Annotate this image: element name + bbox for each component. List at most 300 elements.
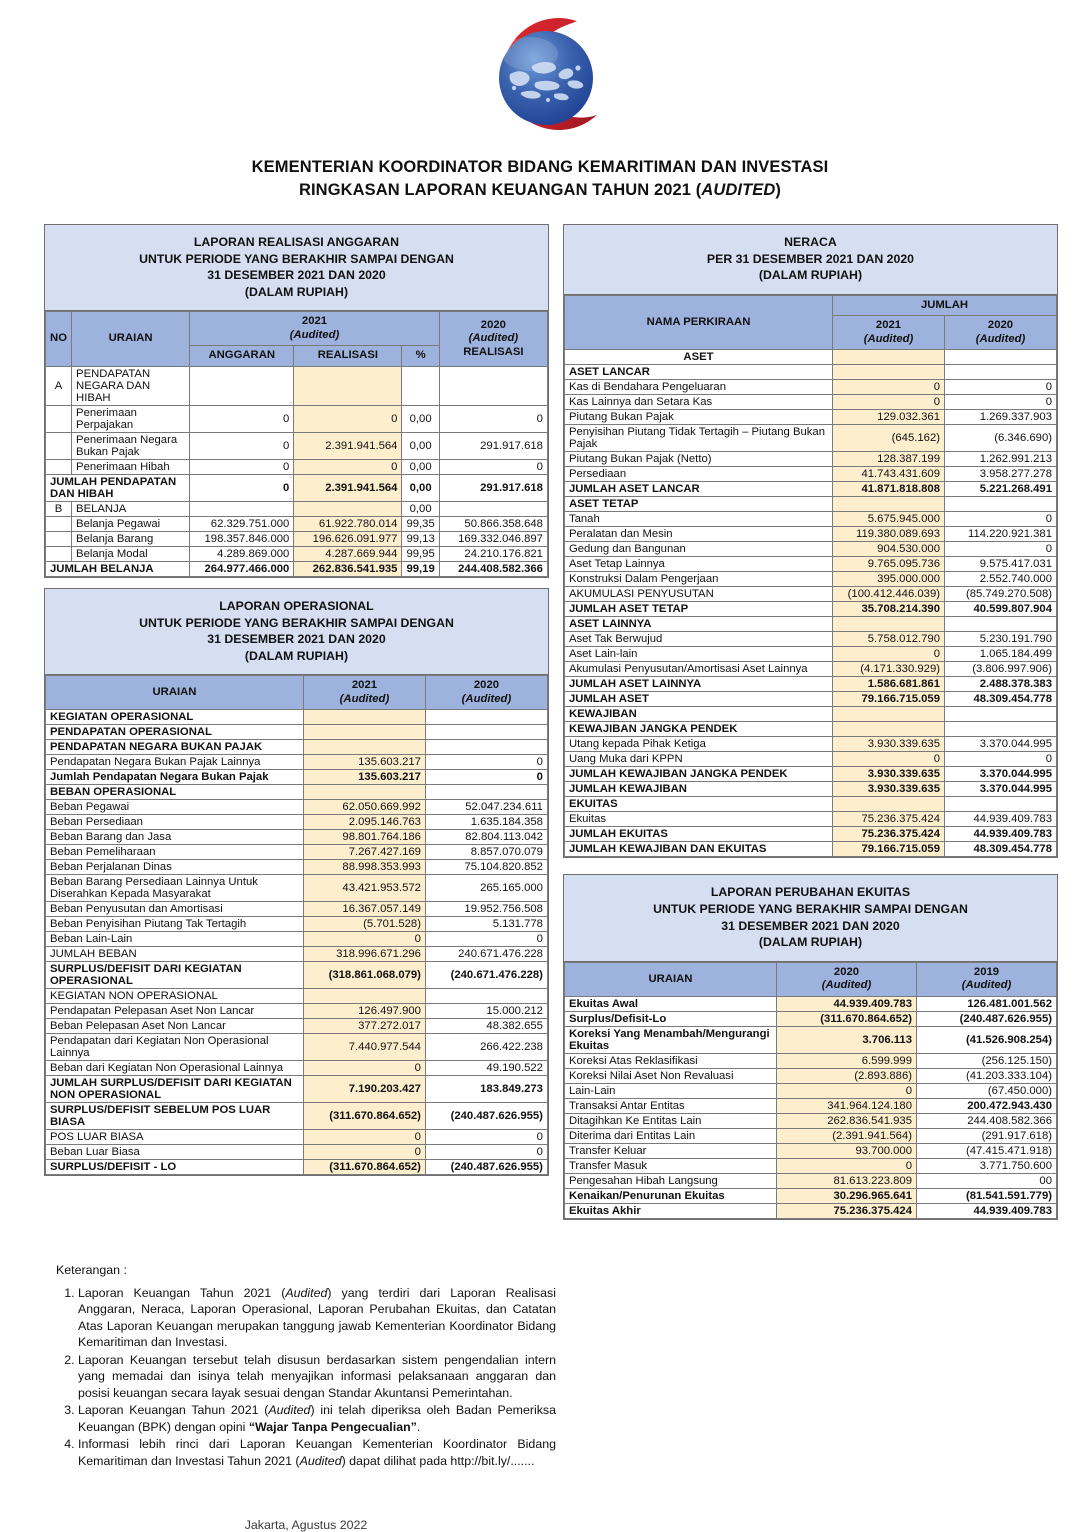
- row-label: Koreksi Yang Menambah/Mengurangi Ekuitas: [564, 1026, 776, 1053]
- table-row: [564, 1011, 1056, 1026]
- table-row: [564, 572, 1056, 587]
- row-value-col2: 48.309.454.778: [945, 692, 1057, 707]
- table-row: [564, 1143, 1056, 1158]
- row-value-col1: 3.706.113: [777, 1026, 917, 1053]
- row-label: SURPLUS/DEFISIT - LO: [46, 1160, 304, 1175]
- row-label: ASET: [564, 350, 832, 365]
- table-row: [564, 365, 1056, 380]
- row-value-prev: 291.917.618: [439, 475, 547, 502]
- row-value-col1: (311.670.864.652): [303, 1160, 425, 1175]
- row-label: PENDAPATAN NEGARA BUKAN PAJAK: [46, 740, 304, 755]
- row-value-col2: [425, 710, 547, 725]
- row-value-pct: 0,00: [402, 502, 439, 517]
- list-item: 2. Laporan Keuangan tersebut telah disusun berdasarkan sistem pengendalian intern yang memadai dan isinya telah menyajikan informasi pelaksanaan anggaran dan posisi keuangan secara layak sesuai dengan Standar Akuntansi Pemerintahan.: [78, 1352, 556, 1402]
- row-value-anggaran: 4.289.869.000: [190, 547, 294, 562]
- row-value-col2: 1.269.337.903: [945, 410, 1057, 425]
- row-value-col2: 1.635.184.358: [425, 815, 547, 830]
- lra-body: [46, 367, 548, 577]
- row-label: Koreksi Nilai Aset Non Revaluasi: [564, 1068, 776, 1083]
- row-label: JUMLAH ASET: [564, 692, 832, 707]
- row-label: Beban Pemeliharaan: [46, 845, 304, 860]
- table-row: [564, 395, 1056, 410]
- table-row: [46, 1145, 548, 1160]
- row-label: Peralatan dan Mesin: [564, 527, 832, 542]
- table-row: [564, 1083, 1056, 1098]
- row-value-col2: 5.221.268.491: [945, 482, 1057, 497]
- row-value-col2: (240.671.476.228): [425, 962, 547, 989]
- row-value-col2: 0: [945, 542, 1057, 557]
- row-value-col1: [303, 785, 425, 800]
- notes-title: Keterangan :: [56, 1263, 127, 1277]
- row-label: JUMLAH EKUITAS: [564, 827, 832, 842]
- row-value-anggaran: 0: [190, 406, 294, 433]
- row-value-col2: 0: [945, 512, 1057, 527]
- table-row: [46, 860, 548, 875]
- row-no: [46, 517, 72, 532]
- row-label: Tanah: [564, 512, 832, 527]
- table-row: [564, 707, 1056, 722]
- row-no: [46, 532, 72, 547]
- row-label: Kas Lainnya dan Setara Kas: [564, 395, 832, 410]
- lpe-table: [564, 962, 1057, 1219]
- row-label: EKUITAS: [564, 797, 832, 812]
- row-value-realisasi: 2.391.941.564: [294, 475, 402, 502]
- table-row: [564, 1158, 1056, 1173]
- row-label: AKUMULASI PENYUSUTAN: [564, 587, 832, 602]
- statement-lo: [44, 588, 549, 1176]
- row-value-col2: 49.190.522: [425, 1061, 547, 1076]
- row-label: Beban dari Kegiatan Non Operasional Lainnya: [46, 1061, 304, 1076]
- row-value-col2: [425, 785, 547, 800]
- table-row: [46, 770, 548, 785]
- row-value-col2: 1.065.184.499: [945, 647, 1057, 662]
- row-value-col2: [945, 497, 1057, 512]
- table-row: [46, 475, 548, 502]
- row-value-col2: 3.370.044.995: [945, 767, 1057, 782]
- row-value-col1: [303, 710, 425, 725]
- row-value-col2: [945, 350, 1057, 365]
- row-value-col2: [945, 365, 1057, 380]
- row-label: KEGIATAN NON OPERASIONAL: [46, 989, 304, 1004]
- row-label: Belanja Modal: [72, 547, 190, 562]
- row-label: POS LUAR BIASA: [46, 1130, 304, 1145]
- row-value-col1: 35.708.214.390: [833, 602, 945, 617]
- row-value-col1: 41.871.818.808: [833, 482, 945, 497]
- table-row: [46, 406, 548, 433]
- row-value-col1: 7.267.427.169: [303, 845, 425, 860]
- row-value-col1: [833, 797, 945, 812]
- row-label: BELANJA: [72, 502, 190, 517]
- row-label: Penerimaan Hibah: [72, 460, 190, 475]
- row-label: Transfer Masuk: [564, 1158, 776, 1173]
- row-label: Kas di Bendahara Pengeluaran: [564, 380, 832, 395]
- table-row: [564, 662, 1056, 677]
- row-label: Beban Pegawai: [46, 800, 304, 815]
- row-label: Beban Luar Biasa: [46, 1145, 304, 1160]
- table-row: [564, 557, 1056, 572]
- row-value-prev: 244.408.582.366: [439, 562, 547, 577]
- signature-place-date: Jakarta, Agustus 2022: [244, 1518, 368, 1532]
- row-value-col1: 0: [833, 647, 945, 662]
- table-row: [46, 562, 548, 577]
- row-value-col2: 0: [425, 1145, 547, 1160]
- list-item: 1. Laporan Keuangan Tahun 2021 (Audited) yang terdiri dari Laporan Realisasi Anggaran, Neraca, Laporan Operasional, Laporan Perubahan Ekuitas, dan Catatan Atas Laporan Keuangan merupakan tanggung jawab Kementerian Koordinator Bidang Kemaritiman dan Investasi.: [78, 1285, 556, 1351]
- row-label: Aset Tetap Lainnya: [564, 557, 832, 572]
- row-value-prev: 291.917.618: [439, 433, 547, 460]
- table-row: [46, 845, 548, 860]
- row-label: Konstruksi Dalam Pengerjaan: [564, 572, 832, 587]
- row-value-col2: 00: [917, 1173, 1057, 1188]
- row-value-col1: 7.440.977.544: [303, 1034, 425, 1061]
- row-value-col2: [945, 722, 1057, 737]
- row-value-col2: 3.771.750.600: [917, 1158, 1057, 1173]
- row-value-col1: 79.166.715.059: [833, 692, 945, 707]
- row-value-col2: 244.408.582.366: [917, 1113, 1057, 1128]
- row-label: JUMLAH KEWAJIBAN: [564, 782, 832, 797]
- statements-grid: [44, 224, 1058, 1220]
- row-label: Ditagihkan Ke Entitas Lain: [564, 1113, 776, 1128]
- row-value-col1: 0: [303, 932, 425, 947]
- row-value-col2: 5.131.778: [425, 917, 547, 932]
- row-value-col1: [833, 497, 945, 512]
- table-row: [46, 755, 548, 770]
- row-label: KEWAJIBAN JANGKA PENDEK: [564, 722, 832, 737]
- row-value-col2: 19.952.756.508: [425, 902, 547, 917]
- row-value-col2: 9.575.417.031: [945, 557, 1057, 572]
- row-label: Ekuitas Awal: [564, 996, 776, 1011]
- row-label: Pengesahan Hibah Langsung: [564, 1173, 776, 1188]
- lra-col-no: NO: [46, 312, 72, 367]
- row-value-col2: 44.939.409.783: [945, 812, 1057, 827]
- row-value-col2: 44.939.409.783: [945, 827, 1057, 842]
- row-value-col2: 3.370.044.995: [945, 737, 1057, 752]
- row-label: JUMLAH KEWAJIBAN JANGKA PENDEK: [564, 767, 832, 782]
- row-value-col2: 0: [945, 380, 1057, 395]
- row-value-col1: (318.861.068.079): [303, 962, 425, 989]
- row-label: Pendapatan Negara Bukan Pajak Lainnya: [46, 755, 304, 770]
- row-value-col2: (85.749.270.508): [945, 587, 1057, 602]
- row-value-col2: 183.849.273: [425, 1076, 547, 1103]
- row-value-col1: [833, 722, 945, 737]
- lra-table: [45, 311, 548, 577]
- table-row: [564, 380, 1056, 395]
- row-label: JUMLAH ASET TETAP: [564, 602, 832, 617]
- table-row: [46, 962, 548, 989]
- row-no: B: [46, 502, 72, 517]
- row-value-col1: [303, 725, 425, 740]
- row-value-anggaran: 62.329.751.000: [190, 517, 294, 532]
- row-value-col1: 135.603.217: [303, 770, 425, 785]
- table-row: [564, 1128, 1056, 1143]
- row-value-col2: 0: [945, 395, 1057, 410]
- row-value-col1: 98.801.764.186: [303, 830, 425, 845]
- row-value-col1: 75.236.375.424: [777, 1203, 917, 1218]
- row-value-col1: 30.296.965.641: [777, 1188, 917, 1203]
- row-value-prev: 50.866.358.648: [439, 517, 547, 532]
- lpe-col-2020: 2020 (Audited): [777, 962, 917, 996]
- table-row: [46, 1019, 548, 1034]
- row-no: [46, 433, 72, 460]
- row-value-prev: 0: [439, 406, 547, 433]
- table-row: [564, 617, 1056, 632]
- lpe-col-2019: 2019 (Audited): [917, 962, 1057, 996]
- row-value-col1: 43.421.953.572: [303, 875, 425, 902]
- table-row: [564, 842, 1056, 857]
- row-label: Beban Perjalanan Dinas: [46, 860, 304, 875]
- row-value-col2: (3.806.997.906): [945, 662, 1057, 677]
- row-value-col2: [425, 725, 547, 740]
- table-row: [564, 647, 1056, 662]
- row-value-col1: 0: [777, 1083, 917, 1098]
- page-title: [0, 156, 1080, 202]
- row-label: Uang Muka dari KPPN: [564, 752, 832, 767]
- row-label: Jumlah Pendapatan Negara Bukan Pajak: [46, 770, 304, 785]
- row-value-col1: 318.996.671.296: [303, 947, 425, 962]
- row-label: Utang kepada Pihak Ketiga: [564, 737, 832, 752]
- table-row: [564, 1053, 1056, 1068]
- row-value-col1: [303, 740, 425, 755]
- row-label: SURPLUS/DEFISIT SEBELUM POS LUAR BIASA: [46, 1103, 304, 1130]
- row-value-pct: 99,35: [402, 517, 439, 532]
- row-value-realisasi: [294, 367, 402, 406]
- row-label: Gedung dan Bangunan: [564, 542, 832, 557]
- row-value-col2: 2.488.378.383: [945, 677, 1057, 692]
- lra-heading: LAPORAN REALISASI ANGGARAN UNTUK PERIODE YANG BERAKHIR SAMPAI DENGAN 31 DESEMBER 2021 DAN 2020 (DALAM RUPIAH): [45, 225, 548, 311]
- row-no: [46, 460, 72, 475]
- table-row: [46, 1103, 548, 1130]
- table-row: [564, 782, 1056, 797]
- row-value-col2: [945, 617, 1057, 632]
- row-value-col1: 0: [303, 1130, 425, 1145]
- row-value-col2: (47.415.471.918): [917, 1143, 1057, 1158]
- row-value-realisasi: 4.287.669.944: [294, 547, 402, 562]
- lra-col-2021: 2021 (Audited): [190, 312, 440, 346]
- lra-col-uraian: URAIAN: [72, 312, 190, 367]
- table-row: [46, 517, 548, 532]
- neraca-body: [564, 350, 1056, 857]
- lo-table: [45, 675, 548, 1175]
- row-label: Beban Lain-Lain: [46, 932, 304, 947]
- row-value-col1: (100.412.446.039): [833, 587, 945, 602]
- row-value-pct: 0,00: [402, 433, 439, 460]
- row-value-col1: 395.000.000: [833, 572, 945, 587]
- row-label: Beban Penyusutan dan Amortisasi: [46, 902, 304, 917]
- row-label: JUMLAH BEBAN: [46, 947, 304, 962]
- row-value-col2: (41.203.333.104): [917, 1068, 1057, 1083]
- row-value-col2: 0: [425, 755, 547, 770]
- table-row: [46, 460, 548, 475]
- table-row: [46, 902, 548, 917]
- row-value-prev: [439, 367, 547, 406]
- row-value-col2: 0: [425, 1130, 547, 1145]
- lo-heading: LAPORAN OPERASIONAL UNTUK PERIODE YANG BERAKHIR SAMPAI DENGAN 31 DESEMBER 2021 DAN 2020 (DALAM RUPIAH): [45, 589, 548, 675]
- row-value-col2: [945, 707, 1057, 722]
- row-value-col1: 44.939.409.783: [777, 996, 917, 1011]
- table-row: [564, 722, 1056, 737]
- row-value-pct: 99,95: [402, 547, 439, 562]
- row-value-col1: 0: [303, 1145, 425, 1160]
- row-label: Koreksi Atas Reklasifikasi: [564, 1053, 776, 1068]
- row-value-col1: 7.190.203.427: [303, 1076, 425, 1103]
- row-value-col1: 79.166.715.059: [833, 842, 945, 857]
- row-label: BEBAN OPERASIONAL: [46, 785, 304, 800]
- row-label: SURPLUS/DEFISIT DARI KEGIATAN OPERASIONAL: [46, 962, 304, 989]
- row-label: Piutang Bukan Pajak: [564, 410, 832, 425]
- row-label: Persediaan: [564, 467, 832, 482]
- table-row: [564, 692, 1056, 707]
- row-value-pct: 0,00: [402, 406, 439, 433]
- row-label: Pendapatan Pelepasan Aset Non Lancar: [46, 1004, 304, 1019]
- row-value-col1: (311.670.864.652): [777, 1011, 917, 1026]
- row-label: Beban Barang dan Jasa: [46, 830, 304, 845]
- row-value-col2: (240.487.626.955): [917, 1011, 1057, 1026]
- row-value-col1: (5.701.528): [303, 917, 425, 932]
- row-label: Beban Penyisihan Piutang Tak Tertagih: [46, 917, 304, 932]
- row-value-col2: 15.000.212: [425, 1004, 547, 1019]
- neraca-heading: NERACA PER 31 DESEMBER 2021 DAN 2020 (DALAM RUPIAH): [564, 225, 1057, 295]
- row-value-col1: 904.530.000: [833, 542, 945, 557]
- notes-section: [56, 1262, 556, 1470]
- row-value-pct: 0,00: [402, 460, 439, 475]
- table-row: [46, 830, 548, 845]
- row-value-col2: 82.804.113.042: [425, 830, 547, 845]
- table-row: [46, 433, 548, 460]
- table-row: [46, 800, 548, 815]
- lo-col-uraian: URAIAN: [46, 676, 304, 710]
- row-value-col1: 2.095.146.763: [303, 815, 425, 830]
- table-row: [564, 827, 1056, 842]
- row-label: Lain-Lain: [564, 1083, 776, 1098]
- row-value-col2: 1.262.991.213: [945, 452, 1057, 467]
- row-value-col2: 200.472.943.430: [917, 1098, 1057, 1113]
- row-value-col2: 5.230.191.790: [945, 632, 1057, 647]
- row-value-col1: 262.836.541.935: [777, 1113, 917, 1128]
- table-row: [564, 542, 1056, 557]
- row-value-anggaran: 264.977.466.000: [190, 562, 294, 577]
- row-value-anggaran: 0: [190, 475, 294, 502]
- table-row: [46, 785, 548, 800]
- row-label: Penerimaan Perpajakan: [72, 406, 190, 433]
- row-label: Ekuitas: [564, 812, 832, 827]
- row-value-col1: 5.758.012.790: [833, 632, 945, 647]
- row-label: Aset Tak Berwujud: [564, 632, 832, 647]
- row-value-pct: [402, 367, 439, 406]
- row-label: JUMLAH KEWAJIBAN DAN EKUITAS: [564, 842, 832, 857]
- table-row: [564, 1113, 1056, 1128]
- row-value-col1: 3.930.339.635: [833, 767, 945, 782]
- table-row: [46, 740, 548, 755]
- row-value-col2: 52.047.234.611: [425, 800, 547, 815]
- table-row: [46, 1034, 548, 1061]
- row-value-col1: 0: [833, 395, 945, 410]
- table-row: [564, 737, 1056, 752]
- table-row: [564, 797, 1056, 812]
- row-value-prev: 0: [439, 460, 547, 475]
- left-column: [44, 224, 549, 1176]
- row-value-anggaran: 0: [190, 433, 294, 460]
- row-label: Transfer Keluar: [564, 1143, 776, 1158]
- table-row: [46, 1061, 548, 1076]
- row-value-col1: 0: [777, 1158, 917, 1173]
- row-value-col2: [945, 797, 1057, 812]
- row-label: KEGIATAN OPERASIONAL: [46, 710, 304, 725]
- row-value-realisasi: 262.836.541.935: [294, 562, 402, 577]
- row-value-col1: (4.171.330.929): [833, 662, 945, 677]
- row-value-realisasi: 196.626.091.977: [294, 532, 402, 547]
- table-row: [564, 512, 1056, 527]
- table-row: [46, 502, 548, 517]
- row-value-realisasi: 0: [294, 460, 402, 475]
- row-value-col2: 75.104.820.852: [425, 860, 547, 875]
- table-row: [564, 425, 1056, 452]
- row-no: [46, 406, 72, 433]
- row-value-realisasi: 0: [294, 406, 402, 433]
- row-label: Beban Pelepasan Aset Non Lancar: [46, 1019, 304, 1034]
- row-value-col2: (240.487.626.955): [425, 1160, 547, 1175]
- row-value-col2: 0: [945, 752, 1057, 767]
- table-row: [46, 932, 548, 947]
- table-row: [46, 1160, 548, 1175]
- row-value-anggaran: [190, 367, 294, 406]
- row-label: Beban Barang Persediaan Lainnya Untuk Diserahkan Kepada Masyarakat: [46, 875, 304, 902]
- statement-neraca: [563, 224, 1058, 858]
- lo-col-2021: 2021 (Audited): [303, 676, 425, 710]
- row-value-col1: 75.236.375.424: [833, 812, 945, 827]
- lo-body: [46, 710, 548, 1175]
- row-value-anggaran: 198.357.846.000: [190, 532, 294, 547]
- row-value-anggaran: 0: [190, 460, 294, 475]
- row-label: Ekuitas Akhir: [564, 1203, 776, 1218]
- row-value-col1: [833, 617, 945, 632]
- row-value-prev: [439, 502, 547, 517]
- table-row: [564, 410, 1056, 425]
- row-value-realisasi: 2.391.941.564: [294, 433, 402, 460]
- row-value-col1: 88.998.353.993: [303, 860, 425, 875]
- row-value-col2: 114.220.921.381: [945, 527, 1057, 542]
- row-value-col1: (311.670.864.652): [303, 1103, 425, 1130]
- page-title-line1: KEMENTERIAN KOORDINATOR BIDANG KEMARITIMAN DAN INVESTASI: [251, 158, 829, 176]
- table-row: [564, 467, 1056, 482]
- row-value-col2: 48.309.454.778: [945, 842, 1057, 857]
- row-no: [46, 547, 72, 562]
- row-value-col2: (291.917.618): [917, 1128, 1057, 1143]
- table-row: [564, 632, 1056, 647]
- neraca-col-nama: NAMA PERKIRAAN: [564, 295, 832, 350]
- table-row: [46, 989, 548, 1004]
- table-row: [564, 752, 1056, 767]
- table-row: [564, 527, 1056, 542]
- row-value-col1: 75.236.375.424: [833, 827, 945, 842]
- row-value-col1: 126.497.900: [303, 1004, 425, 1019]
- notes-list: [56, 1285, 556, 1470]
- table-row: [564, 482, 1056, 497]
- row-value-prev: 24.210.176.821: [439, 547, 547, 562]
- lra-col-anggaran: ANGGARAN: [190, 346, 294, 367]
- lra-col-2020: 2020 (Audited) REALISASI: [439, 312, 547, 367]
- row-value-col2: 0: [425, 770, 547, 785]
- row-value-pct: 99,19: [402, 562, 439, 577]
- table-row: [46, 917, 548, 932]
- table-row: [46, 947, 548, 962]
- row-value-col1: 341.964.124.180: [777, 1098, 917, 1113]
- row-value-col2: 48.382.655: [425, 1019, 547, 1034]
- row-value-pct: 0,00: [402, 475, 439, 502]
- row-label: PENDAPATAN OPERASIONAL: [46, 725, 304, 740]
- row-label: Transaksi Antar Entitas: [564, 1098, 776, 1113]
- right-column: [563, 224, 1058, 1220]
- row-value-col1: 119.380.089.693: [833, 527, 945, 542]
- table-row: [564, 677, 1056, 692]
